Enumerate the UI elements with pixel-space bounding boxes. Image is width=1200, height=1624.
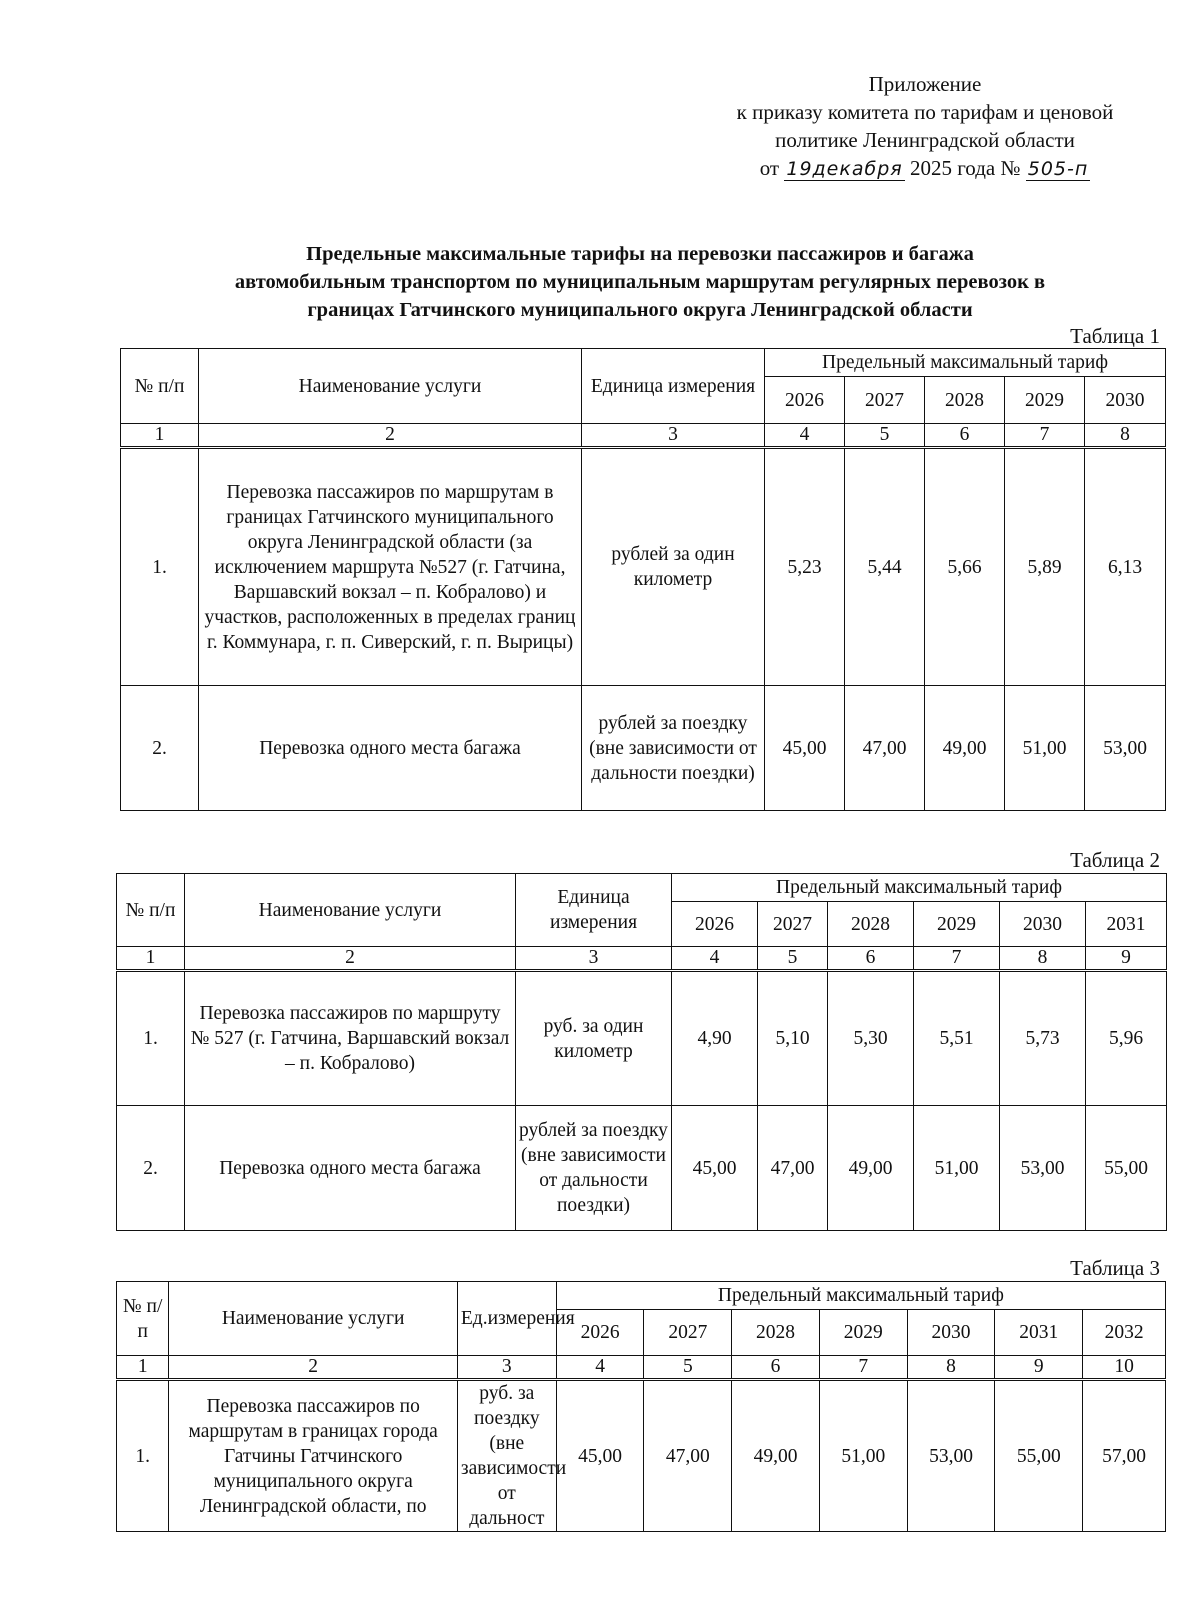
tariff-value: 4,90 bbox=[672, 971, 758, 1106]
tariff-value: 51,00 bbox=[914, 1106, 1000, 1231]
tariff-value: 5,44 bbox=[845, 448, 925, 686]
column-index: 4 bbox=[672, 947, 758, 971]
tariff-value: 5,10 bbox=[758, 971, 828, 1106]
appendix-line-2: к приказу комитета по тарифам и ценовой bbox=[736, 100, 1114, 124]
column-index: 3 bbox=[582, 424, 765, 448]
year-header: 2028 bbox=[732, 1310, 820, 1356]
table-row bbox=[117, 1106, 1167, 1231]
column-index: 2 bbox=[185, 947, 516, 971]
year-header: 2029 bbox=[819, 1310, 907, 1356]
tariff-value: 53,00 bbox=[1085, 686, 1166, 811]
year-header: 2027 bbox=[845, 377, 925, 424]
tariff-value: 53,00 bbox=[1000, 1106, 1086, 1231]
column-index: 5 bbox=[644, 1356, 732, 1380]
unit: рублей за один километр bbox=[582, 448, 765, 686]
year-header: 2030 bbox=[1085, 377, 1166, 424]
col-tariff-header: Предельный максимальный тариф bbox=[556, 1282, 1165, 1310]
col-name-header: Наименование услуги bbox=[199, 349, 582, 424]
appendix-title: Приложение bbox=[868, 72, 982, 96]
tariff-value: 47,00 bbox=[644, 1380, 732, 1532]
year-header: 2027 bbox=[644, 1310, 732, 1356]
table-row bbox=[117, 1380, 1166, 1532]
year-header: 2028 bbox=[925, 377, 1005, 424]
year-header: 2030 bbox=[1000, 902, 1086, 947]
col-tariff-header: Предельный максимальный тариф bbox=[765, 349, 1166, 377]
row-number: 2. bbox=[121, 686, 199, 811]
tariff-value: 49,00 bbox=[925, 686, 1005, 811]
tariff-table-1 bbox=[120, 348, 1166, 811]
column-index: 7 bbox=[1005, 424, 1085, 448]
tariff-value: 45,00 bbox=[765, 686, 845, 811]
appendix-header bbox=[690, 70, 1160, 182]
from-prefix: от bbox=[759, 156, 780, 180]
column-index: 3 bbox=[516, 947, 672, 971]
row-number: 1. bbox=[117, 971, 185, 1106]
tariff-value: 49,00 bbox=[732, 1380, 820, 1532]
tariff-value: 49,00 bbox=[828, 1106, 914, 1231]
col-unit-header: Ед.измерения bbox=[457, 1282, 556, 1356]
unit: рублей за поездку (вне зависимости от дальности поездки) bbox=[582, 686, 765, 811]
service-name: Перевозка пассажиров по маршруту № 527 (г. Гатчина, Варшавский вокзал – п. Кобралово) bbox=[185, 971, 516, 1106]
row-number: 1. bbox=[121, 448, 199, 686]
year-header: 2027 bbox=[758, 902, 828, 947]
unit: руб. за один километр bbox=[516, 971, 672, 1106]
tariff-value: 45,00 bbox=[556, 1380, 644, 1532]
year-header: 2029 bbox=[1005, 377, 1085, 424]
year-header: 2029 bbox=[914, 902, 1000, 947]
column-index: 10 bbox=[1083, 1356, 1166, 1380]
column-index: 9 bbox=[1086, 947, 1167, 971]
year-text: 2025 года № bbox=[909, 156, 1021, 180]
col-no-header: № п/п bbox=[121, 349, 199, 424]
table-1-label: Таблица 1 bbox=[1070, 324, 1160, 348]
unit: рублей за поездку (вне зависимости от дальности поездки) bbox=[516, 1106, 672, 1231]
col-tariff-header: Предельный максимальный тариф bbox=[672, 874, 1167, 902]
document-title bbox=[120, 240, 1160, 324]
col-no-header: № п/п bbox=[117, 1282, 169, 1356]
tariff-value: 5,66 bbox=[925, 448, 1005, 686]
title-line-2: автомобильным транспортом по муниципальным маршрутам регулярных перевозок в bbox=[234, 271, 1046, 293]
service-name: Перевозка одного места багажа bbox=[199, 686, 582, 811]
title-line-1: Предельные максимальные тарифы на перевозки пассажиров и багажа bbox=[306, 243, 974, 265]
order-number: 505-п bbox=[1027, 158, 1089, 180]
tariff-value: 55,00 bbox=[1086, 1106, 1167, 1231]
column-index: 7 bbox=[914, 947, 1000, 971]
column-index: 6 bbox=[732, 1356, 820, 1380]
service-name: Перевозка пассажиров по маршрутам в границах Гатчинского муниципального округа Ленинградской области (за исключением маршрута №527 (г. Гатчина, Варшавский вокзал – п. Кобралово) и участков, расположенных в пределах границ г. Коммунара, г. п. Сиверский, г. п. Вырицы) bbox=[199, 448, 582, 686]
year-header: 2026 bbox=[556, 1310, 644, 1356]
handwritten-order-number bbox=[1026, 157, 1091, 181]
tariff-table-2 bbox=[116, 873, 1167, 1231]
tariff-value: 53,00 bbox=[907, 1380, 995, 1532]
tariff-value: 47,00 bbox=[845, 686, 925, 811]
year-header: 2032 bbox=[1083, 1310, 1166, 1356]
col-unit-header: Единица измерения bbox=[516, 874, 672, 947]
column-index: 7 bbox=[819, 1356, 907, 1380]
tariff-table-3 bbox=[116, 1281, 1166, 1532]
column-index: 6 bbox=[925, 424, 1005, 448]
tariff-value: 55,00 bbox=[995, 1380, 1083, 1532]
column-index: 8 bbox=[907, 1356, 995, 1380]
tariff-value: 5,73 bbox=[1000, 971, 1086, 1106]
tariff-value: 47,00 bbox=[758, 1106, 828, 1231]
tariff-value: 5,89 bbox=[1005, 448, 1085, 686]
column-index: 8 bbox=[1000, 947, 1086, 971]
table-row bbox=[121, 448, 1166, 686]
tariff-value: 51,00 bbox=[1005, 686, 1085, 811]
unit: руб. за поездку (вне зависимости от дальност bbox=[457, 1380, 556, 1532]
order-date-line bbox=[690, 154, 1160, 182]
service-name: Перевозка одного места багажа bbox=[185, 1106, 516, 1231]
col-unit-header: Единица измерения bbox=[582, 349, 765, 424]
table-row bbox=[117, 971, 1167, 1106]
column-index: 1 bbox=[121, 424, 199, 448]
column-index: 2 bbox=[169, 1356, 457, 1380]
year-header: 2031 bbox=[995, 1310, 1083, 1356]
handwritten-date bbox=[784, 157, 904, 181]
year-header: 2026 bbox=[765, 377, 845, 424]
tariff-value: 57,00 bbox=[1083, 1380, 1166, 1532]
column-index: 1 bbox=[117, 947, 185, 971]
column-index: 9 bbox=[995, 1356, 1083, 1380]
year-header: 2031 bbox=[1086, 902, 1167, 947]
tariff-value: 5,51 bbox=[914, 971, 1000, 1106]
tariff-value: 45,00 bbox=[672, 1106, 758, 1231]
tariff-value: 5,30 bbox=[828, 971, 914, 1106]
column-index: 4 bbox=[556, 1356, 644, 1380]
tariff-value: 51,00 bbox=[819, 1380, 907, 1532]
table-2-label: Таблица 2 bbox=[1070, 848, 1160, 872]
column-index: 8 bbox=[1085, 424, 1166, 448]
col-name-header: Наименование услуги bbox=[185, 874, 516, 947]
row-number: 1. bbox=[117, 1380, 169, 1532]
year-header: 2028 bbox=[828, 902, 914, 947]
row-number: 2. bbox=[117, 1106, 185, 1231]
column-index: 6 bbox=[828, 947, 914, 971]
title-line-3: границах Гатчинского муниципального округа Ленинградской области bbox=[307, 299, 973, 321]
column-index: 2 bbox=[199, 424, 582, 448]
service-name: Перевозка пассажиров по маршрутам в границах города Гатчины Гатчинского муниципального округа Ленинградской области, по bbox=[169, 1380, 457, 1532]
table-row bbox=[121, 686, 1166, 811]
col-no-header: № п/п bbox=[117, 874, 185, 947]
tariff-value: 6,13 bbox=[1085, 448, 1166, 686]
year-header: 2026 bbox=[672, 902, 758, 947]
appendix-line-3: политике Ленинградской области bbox=[775, 128, 1075, 152]
year-header: 2030 bbox=[907, 1310, 995, 1356]
date-day: 19 bbox=[786, 158, 813, 180]
column-index: 3 bbox=[457, 1356, 556, 1380]
tariff-value: 5,96 bbox=[1086, 971, 1167, 1106]
table-3-label: Таблица 3 bbox=[1070, 1256, 1160, 1280]
tariff-value: 5,23 bbox=[765, 448, 845, 686]
column-index: 5 bbox=[845, 424, 925, 448]
date-month: декабря bbox=[812, 158, 903, 180]
column-index: 4 bbox=[765, 424, 845, 448]
column-index: 1 bbox=[117, 1356, 169, 1380]
column-index: 5 bbox=[758, 947, 828, 971]
col-name-header: Наименование услуги bbox=[169, 1282, 457, 1356]
